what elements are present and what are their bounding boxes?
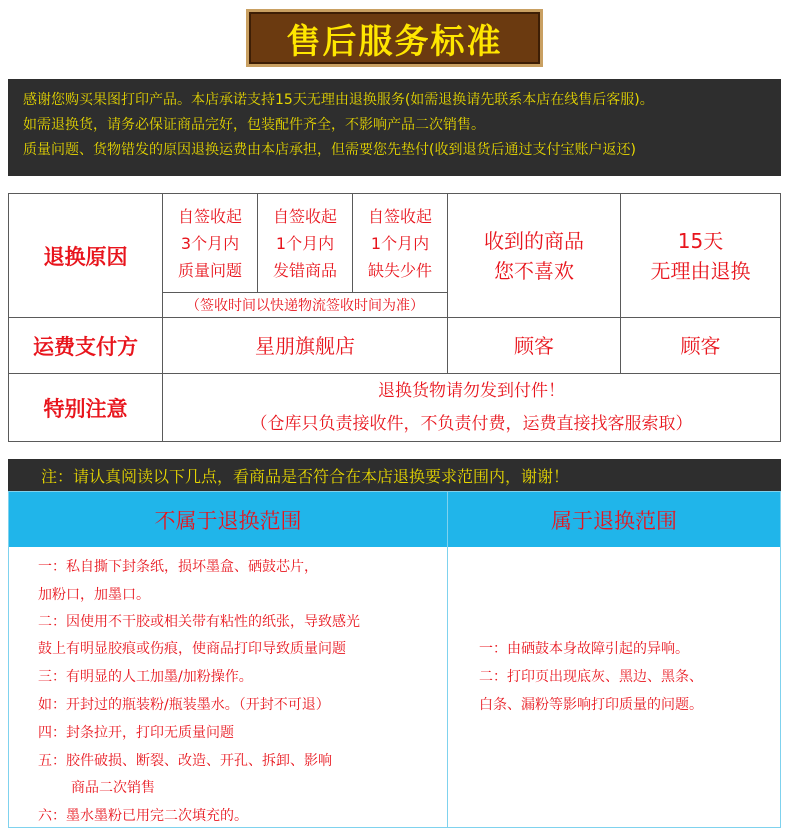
- notice-header-cell: [8, 373, 163, 442]
- wrong-line: 发错商品: [272, 260, 337, 280]
- sign-note-cell: [162, 292, 448, 318]
- payer-customer: 顾客: [514, 333, 554, 358]
- excluded-item: 鼓上有明显胶痕或伤痕，使商品打印导致质量问题: [38, 641, 346, 657]
- excluded-item: 如：开封过的瓶装粉/瓶装墨水。（开封不可退）: [38, 697, 330, 713]
- payer-store: 星朋旗舰店: [255, 333, 355, 358]
- included-item: 二：打印页出现底灰、黑边、黑条、: [479, 669, 703, 685]
- included-header: [448, 492, 780, 547]
- policy-table: [8, 193, 781, 442]
- payer-header-cell: [8, 317, 163, 374]
- scope-notice-bar: [8, 459, 781, 491]
- scope-divider: [447, 492, 448, 827]
- missing-item-cell: [352, 193, 448, 293]
- notice-line: （仓库只负责接收件，不负责付费，运费直接找客服索取）: [250, 413, 693, 434]
- excluded-item: 加粉口，加墨口。: [38, 587, 150, 603]
- payer-store-cell: [162, 317, 448, 374]
- excluded-item: 商品二次销售: [71, 780, 155, 796]
- notice-line: 退换货物请勿发到付件！: [378, 380, 565, 401]
- excluded-item: 一：私自撕下封条纸，损坏墨盒、硒鼓芯片，: [38, 559, 318, 575]
- payer-customer: 顾客: [680, 333, 721, 358]
- intro-line: 感谢您购买果图打印产品。本店承诺支持15天无理由退换服务(如需退换请先联系本店在线售后客服)。: [23, 92, 654, 108]
- dislike-cell: [447, 193, 621, 318]
- excluded-item: 二：因使用不干胶或相关带有粘性的纸张，导致感光: [38, 614, 360, 630]
- included-title: 属于退换范围: [551, 508, 677, 533]
- sign-note: （签收时间以快递物流签收时间为准）: [186, 298, 424, 314]
- quality-line: 自签收起: [177, 206, 242, 226]
- page-title: 售后服务标准: [286, 21, 503, 62]
- excluded-item: 五：胶件破损、断裂、改造、开孔、拆卸、影响: [38, 753, 332, 769]
- excluded-item: 四：封条拉开，打印无质量问题: [38, 725, 234, 741]
- dislike-line: 您不喜欢: [494, 258, 574, 283]
- wrong-item-cell: [257, 193, 353, 293]
- notice-header: 特别注意: [43, 396, 128, 421]
- quality-line: 3个月内: [180, 233, 240, 253]
- missing-line: 缺失少件: [367, 260, 432, 280]
- excluded-title: 不属于退换范围: [154, 508, 302, 533]
- excluded-item: 三：有明显的人工加墨/加粉操作。: [38, 669, 253, 685]
- reason-header-cell: [8, 193, 163, 318]
- payer-header: 运费支付方: [33, 334, 138, 359]
- included-item: 白条、漏粉等影响打印质量的问题。: [479, 697, 703, 713]
- intro-line: 质量问题、货物错发的原因退换运费由本店承担，但需要您先垫付(收到退货后通过支付宝账户返还): [23, 142, 636, 158]
- dislike-line: 收到的商品: [484, 228, 584, 253]
- payer-customer-cell: [447, 317, 621, 374]
- reason-header: 退换原因: [43, 244, 128, 269]
- intro-panel: [8, 79, 781, 176]
- no-reason-line: 无理由退换: [650, 258, 751, 283]
- excluded-header: [9, 492, 447, 547]
- quality-cell: [162, 193, 258, 293]
- intro-line: 如需退换货，请务必保证商品完好，包装配件齐全，不影响产品二次销售。: [23, 117, 485, 133]
- scope-table: [8, 491, 781, 828]
- scope-notice: 注：请认真阅读以下几点，看商品是否符合在本店退换要求范围内，谢谢！: [41, 466, 570, 486]
- wrong-line: 自签收起: [272, 206, 337, 226]
- wrong-line: 1个月内: [275, 233, 335, 253]
- missing-line: 自签收起: [367, 206, 432, 226]
- excluded-item: 六：墨水墨粉已用完二次填充的。: [38, 808, 248, 824]
- title-banner: [246, 9, 543, 67]
- no-reason-cell: [620, 193, 781, 318]
- payer-customer-cell: [620, 317, 781, 374]
- quality-line: 质量问题: [177, 260, 242, 280]
- missing-line: 1个月内: [370, 233, 430, 253]
- included-item: 一：由硒鼓本身故障引起的异响。: [479, 641, 689, 657]
- notice-content-cell: [162, 373, 781, 442]
- no-reason-line: 15天: [677, 228, 724, 253]
